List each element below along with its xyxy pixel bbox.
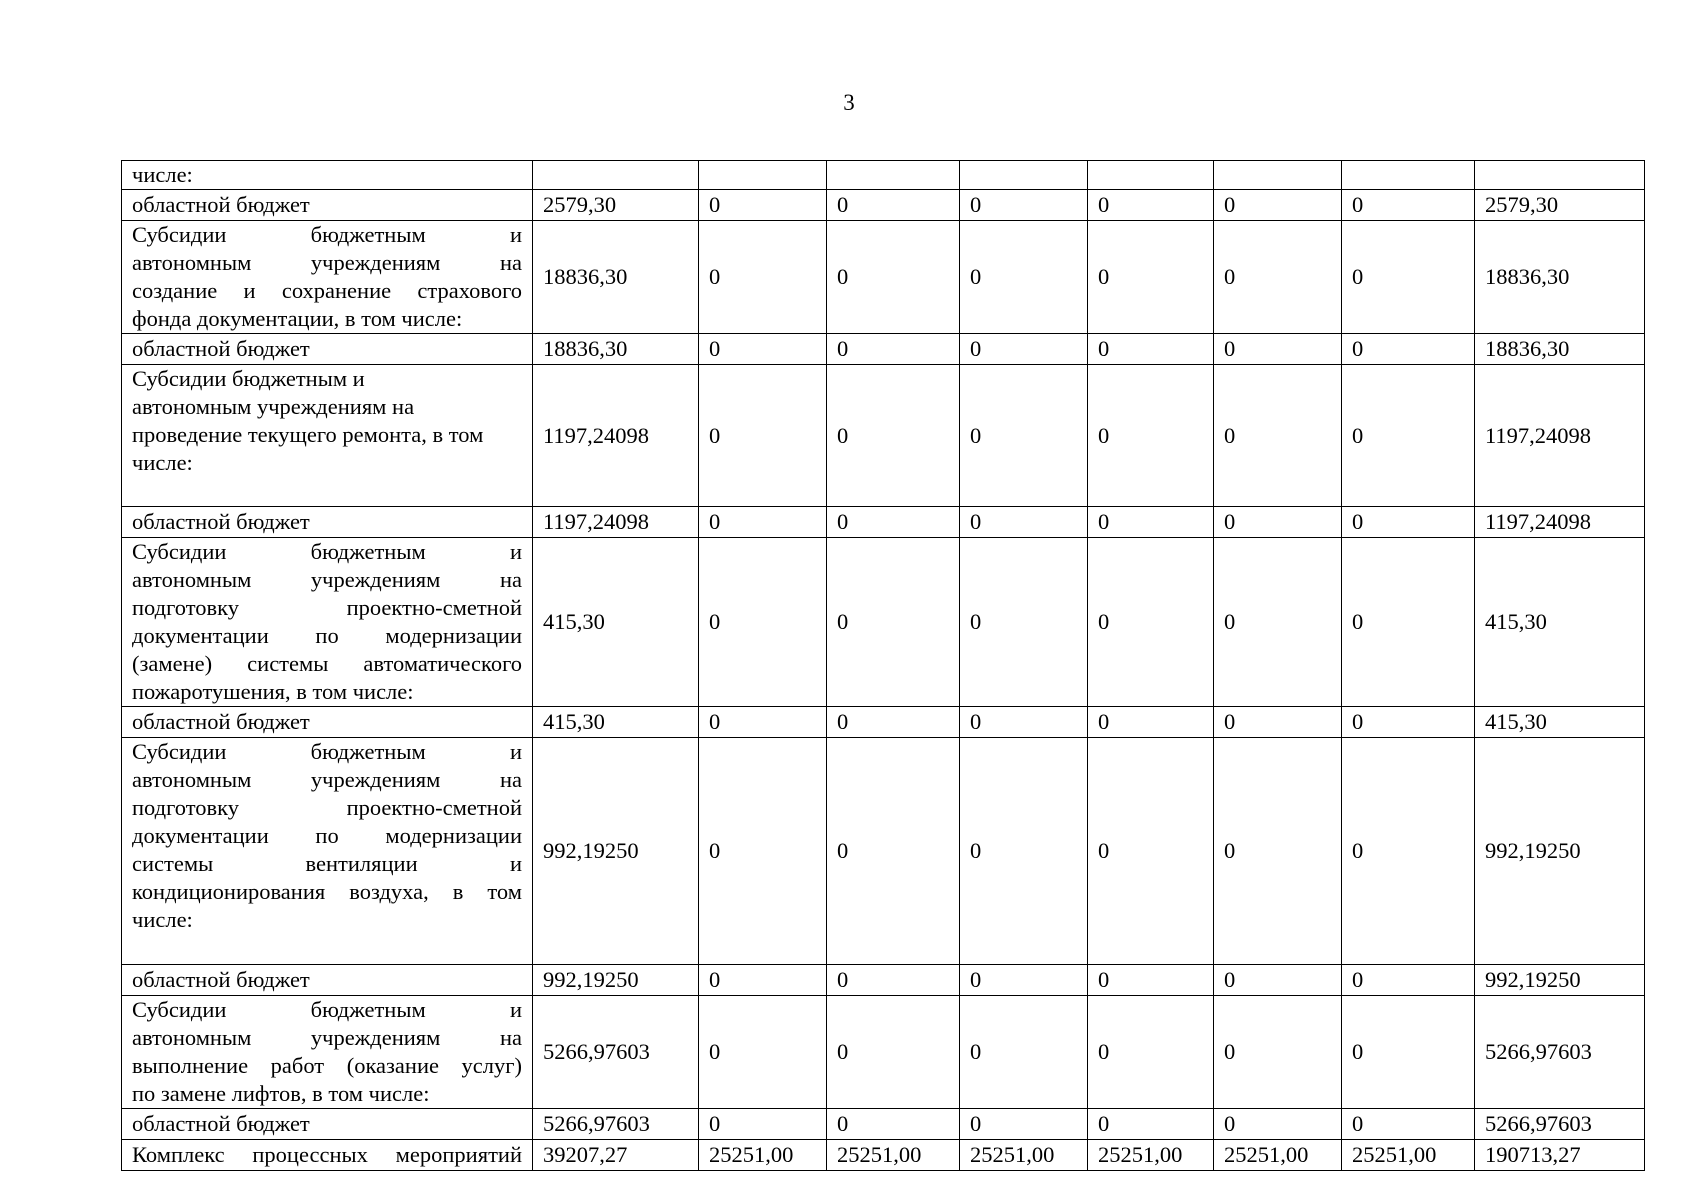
row-description-line: документации по модернизации [132, 823, 522, 848]
row-description-line: автономным учреждениям на [132, 394, 415, 419]
row-description-line: подготовку проектно-сметной [132, 595, 522, 620]
row-description-cell [122, 538, 533, 707]
row-description-cell [122, 738, 533, 965]
value-cell: 0 [1088, 221, 1214, 334]
value-cell: 0 [960, 365, 1088, 507]
value-cell: 0 [827, 996, 960, 1109]
row-description-cell [122, 190, 533, 221]
row-description-line: областной бюджет [132, 192, 310, 217]
row-description-cell [122, 1109, 533, 1140]
value-cell [1214, 161, 1342, 190]
row-description-cell [122, 365, 533, 507]
value-cell: 0 [960, 738, 1088, 965]
value-cell: 0 [699, 738, 827, 965]
value-cell: 0 [960, 707, 1088, 738]
budget-table-body [122, 161, 1645, 1171]
value-cell [1342, 161, 1475, 190]
row-description-line: (замене) системы автоматического [132, 651, 522, 676]
row-description-cell [122, 507, 533, 538]
row-description-line: автономным учреждениям на [132, 1025, 522, 1050]
row-description-line: областной бюджет [132, 967, 310, 992]
value-cell: 0 [1342, 507, 1475, 538]
row-description-line: автономным учреждениям на [132, 767, 522, 792]
value-cell: 0 [827, 738, 960, 965]
row-description-line: областной бюджет [132, 336, 310, 361]
value-cell: 0 [699, 221, 827, 334]
value-cell: 39207,27 [533, 1140, 699, 1171]
value-cell: 0 [1214, 738, 1342, 965]
value-cell: 0 [960, 996, 1088, 1109]
row-description-cell [122, 965, 533, 996]
total-value-cell: 5266,97603 [1475, 996, 1645, 1109]
page-number: 3 [843, 90, 855, 115]
row-description-line: числе: [132, 162, 193, 187]
value-cell [827, 161, 960, 190]
value-cell: 0 [699, 334, 827, 365]
value-cell: 0 [699, 996, 827, 1109]
table-row [122, 1109, 1645, 1140]
value-cell: 0 [1088, 365, 1214, 507]
row-description-line: областной бюджет [132, 509, 310, 534]
value-cell: 0 [699, 190, 827, 221]
row-description-line: выполнение работ (оказание услуг) [132, 1053, 522, 1078]
row-description-line: фонда документации, в том числе: [132, 306, 463, 331]
table-row [122, 707, 1645, 738]
value-cell: 25251,00 [960, 1140, 1088, 1171]
row-description-line: Субсидии бюджетным и [132, 739, 522, 764]
value-cell: 0 [699, 507, 827, 538]
row-description-line: по замене лифтов, в том числе: [132, 1081, 430, 1106]
table-row [122, 538, 1645, 707]
value-cell: 0 [1088, 334, 1214, 365]
value-cell: 0 [1088, 996, 1214, 1109]
row-description-line: системы вентиляции и [132, 851, 522, 876]
value-cell: 0 [1342, 1109, 1475, 1140]
value-cell: 25251,00 [699, 1140, 827, 1171]
row-description-line: создание и сохранение страхового [132, 278, 522, 303]
table-row [122, 738, 1645, 965]
total-value-cell: 2579,30 [1475, 190, 1645, 221]
row-description-line: автономным учреждениям на [132, 567, 522, 592]
row-description-cell [122, 707, 533, 738]
value-cell: 0 [827, 365, 960, 507]
value-cell: 0 [1214, 334, 1342, 365]
value-cell: 0 [960, 190, 1088, 221]
total-value-cell: 992,19250 [1475, 965, 1645, 996]
value-cell: 0 [1214, 707, 1342, 738]
table-row [122, 507, 1645, 538]
total-value-cell: 992,19250 [1475, 738, 1645, 965]
value-cell: 0 [1342, 538, 1475, 707]
value-cell: 0 [1342, 221, 1475, 334]
row-description-line: Субсидии бюджетным и [132, 997, 522, 1022]
total-value-cell: 5266,97603 [1475, 1109, 1645, 1140]
value-cell: 0 [699, 707, 827, 738]
table-row [122, 161, 1645, 190]
row-description-line: кондиционирования воздуха, в том [132, 879, 522, 904]
table-row [122, 221, 1645, 334]
value-cell: 25251,00 [1088, 1140, 1214, 1171]
value-cell: 0 [1088, 965, 1214, 996]
value-cell: 0 [960, 965, 1088, 996]
value-cell: 0 [1214, 996, 1342, 1109]
value-cell: 0 [1088, 738, 1214, 965]
value-cell [960, 161, 1088, 190]
value-cell: 0 [699, 365, 827, 507]
table-row [122, 996, 1645, 1109]
row-description-line: Субсидии бюджетным и [132, 366, 365, 391]
table-row [122, 190, 1645, 221]
value-cell: 0 [827, 1109, 960, 1140]
value-cell: 0 [1088, 507, 1214, 538]
value-cell: 0 [1088, 1109, 1214, 1140]
value-cell [533, 161, 699, 190]
value-cell: 0 [827, 965, 960, 996]
row-description-line: автономным учреждениям на [132, 250, 522, 275]
row-description-cell [122, 221, 533, 334]
value-cell: 0 [960, 334, 1088, 365]
row-description-line: Субсидии бюджетным и [132, 539, 522, 564]
table-row [122, 1140, 1645, 1171]
value-cell: 0 [1342, 334, 1475, 365]
row-description-line: областной бюджет [132, 709, 310, 734]
value-cell: 0 [1214, 190, 1342, 221]
value-cell: 18836,30 [533, 221, 699, 334]
value-cell: 0 [1342, 965, 1475, 996]
row-description-line: числе: [132, 907, 193, 932]
total-value-cell: 1197,24098 [1475, 507, 1645, 538]
value-cell: 0 [1214, 538, 1342, 707]
value-cell: 0 [1214, 1109, 1342, 1140]
value-cell: 0 [827, 190, 960, 221]
table-row [122, 334, 1645, 365]
value-cell: 0 [1214, 965, 1342, 996]
value-cell: 0 [1342, 738, 1475, 965]
value-cell: 0 [1214, 507, 1342, 538]
total-value-cell: 190713,27 [1475, 1140, 1645, 1171]
row-description-line: областной бюджет [132, 1111, 310, 1136]
value-cell: 0 [827, 507, 960, 538]
value-cell: 1197,24098 [533, 365, 699, 507]
total-value-cell: 415,30 [1475, 538, 1645, 707]
value-cell: 25251,00 [827, 1140, 960, 1171]
value-cell [699, 161, 827, 190]
table-row [122, 365, 1645, 507]
value-cell: 5266,97603 [533, 996, 699, 1109]
table-row [122, 965, 1645, 996]
row-description-line: пожаротушения, в том числе: [132, 679, 414, 704]
value-cell: 0 [960, 507, 1088, 538]
value-cell: 0 [960, 538, 1088, 707]
row-description-cell [122, 161, 533, 190]
value-cell: 0 [699, 1109, 827, 1140]
value-cell: 0 [1088, 538, 1214, 707]
row-description-cell [122, 996, 533, 1109]
budget-table [121, 160, 1645, 1171]
value-cell: 0 [827, 538, 960, 707]
row-description-line: подготовку проектно-сметной [132, 795, 522, 820]
value-cell: 0 [1214, 365, 1342, 507]
value-cell: 0 [1342, 996, 1475, 1109]
value-cell: 0 [960, 1109, 1088, 1140]
total-value-cell: 1197,24098 [1475, 365, 1645, 507]
value-cell: 1197,24098 [533, 507, 699, 538]
value-cell: 25251,00 [1214, 1140, 1342, 1171]
value-cell: 992,19250 [533, 738, 699, 965]
value-cell: 0 [1088, 707, 1214, 738]
total-value-cell [1475, 161, 1645, 190]
row-description-line: документации по модернизации [132, 623, 522, 648]
value-cell: 992,19250 [533, 965, 699, 996]
value-cell: 2579,30 [533, 190, 699, 221]
value-cell: 0 [1088, 190, 1214, 221]
row-description-line: проведение текущего ремонта, в том [132, 422, 484, 447]
value-cell: 0 [1342, 707, 1475, 738]
value-cell: 0 [1342, 190, 1475, 221]
value-cell: 0 [827, 221, 960, 334]
value-cell: 0 [960, 221, 1088, 334]
value-cell: 5266,97603 [533, 1109, 699, 1140]
value-cell [1088, 161, 1214, 190]
value-cell: 0 [827, 334, 960, 365]
value-cell: 0 [1214, 221, 1342, 334]
value-cell: 415,30 [533, 707, 699, 738]
value-cell: 0 [699, 538, 827, 707]
value-cell: 0 [699, 965, 827, 996]
total-value-cell: 18836,30 [1475, 334, 1645, 365]
value-cell: 0 [827, 707, 960, 738]
row-description-cell [122, 1140, 533, 1171]
value-cell: 0 [1342, 365, 1475, 507]
row-description-line: Комплекс процессных мероприятий [132, 1142, 522, 1167]
row-description-line: Субсидии бюджетным и [132, 222, 522, 247]
total-value-cell: 18836,30 [1475, 221, 1645, 334]
row-description-cell [122, 334, 533, 365]
value-cell: 25251,00 [1342, 1140, 1475, 1171]
total-value-cell: 415,30 [1475, 707, 1645, 738]
value-cell: 18836,30 [533, 334, 699, 365]
value-cell: 415,30 [533, 538, 699, 707]
row-description-line: числе: [132, 450, 193, 475]
